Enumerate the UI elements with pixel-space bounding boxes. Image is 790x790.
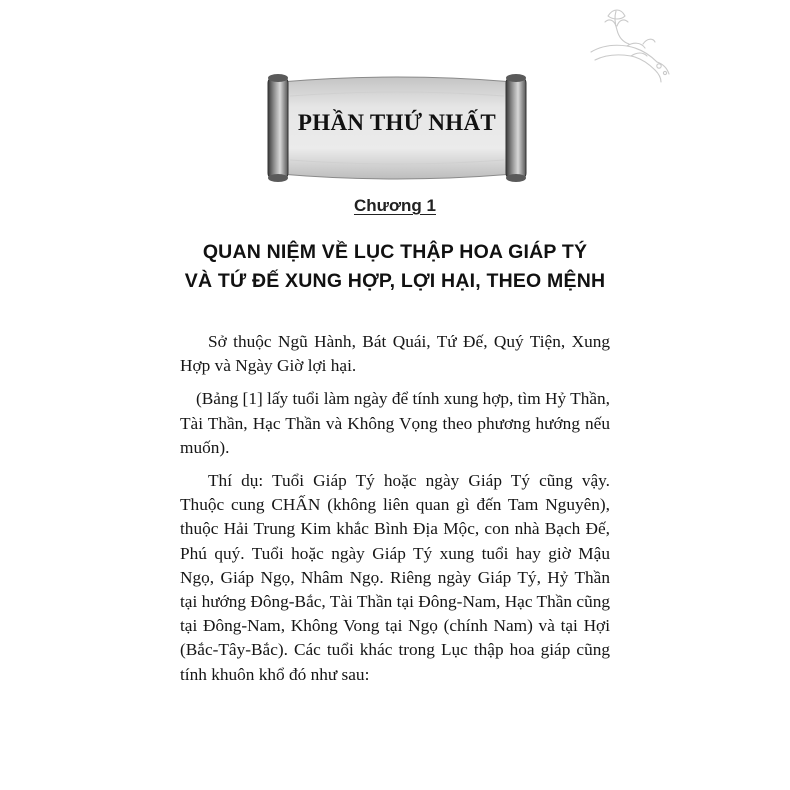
paragraph: (Bảng [1] lấy tuổi làm ngày để tính xung hợp, tìm Hỷ Thần, Tài Thần, Hạc Thần và Không Vọng theo phương hướng nếu muốn). [180,389,610,457]
chapter-label: Chương 1 [353,196,436,215]
lotus-hand-icon [583,8,678,88]
part-title: PHẦN THỨ NHẤT [297,110,497,135]
body-text [180,330,610,696]
chapter-title-line-1: QUAN NIỆM VỀ LỤC THẬP HOA GIÁP TÝ [202,241,588,263]
chapter-title-line-2: VÀ TỨ ĐẾ XUNG HỢP, LỢI HẠI, THEO MỆNH [184,270,606,292]
paragraph: Thí dụ: Tuổi Giáp Tý hoặc ngày Giáp Tý cũng vậy. Thuộc cung CHẤN (không liên quan gì đến Tam Nguyên), thuộc Hải Trung Kim khắc Bình Địa Mộc, con nhà Bạch Đế, Phú quý. Tuổi hoặc ngày Giáp Tý xung tuổi hay giờ Mậu Ngọ, Giáp Ngọ, Nhâm Ngọ. Riêng ngày Giáp Tý, Hỷ Thần tại hướng Đông-Bắc, Tài Thần tại Đông-Nam, Hạc Thần cũng tại Đông-Nam, Không Vong tại Ngọ (chính Nam) và tại Hợi (Bắc-Tây-Bắc). Các tuổi khác trong Lục thập hoa giáp cũng tính khuôn khổ đó như sau: [180,471,610,684]
chapter-title [150,238,640,296]
paragraph: Sở thuộc Ngũ Hành, Bát Quái, Tứ Đế, Quý Tiện, Xung Hợp và Ngày Giờ lợi hại. [180,332,610,376]
